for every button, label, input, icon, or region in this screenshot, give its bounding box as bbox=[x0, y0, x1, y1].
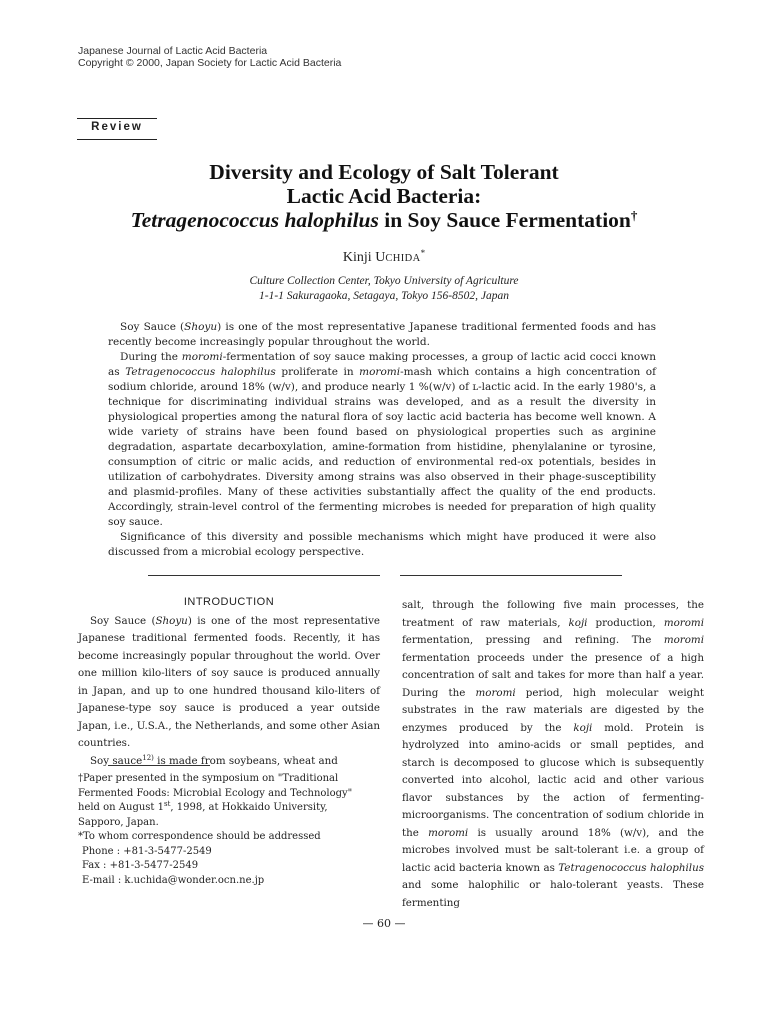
section-rule-bottom bbox=[77, 139, 157, 140]
text: Soy sauce bbox=[90, 754, 143, 767]
author bbox=[60, 250, 708, 266]
journal-copyright: Copyright © 2000, Japan Society for Lactic Acid Bacteria bbox=[78, 57, 342, 69]
journal-name: Japanese Journal of Lactic Acid Bacteria bbox=[78, 45, 268, 57]
affiliation-line-2: 1-1-1 Sakuragaoka, Setagaya, Tokyo 156-8502, Japan bbox=[259, 290, 509, 302]
author-mark: * bbox=[420, 248, 426, 258]
text: -mash which contains a high concentration of sodium chloride, around 18% (w/v), and produce nearly 1 %(w/v) of ʟ-lactic acid. In the early 1980's, a technique for discriminating individual strains was developed, and as a result the diversity in physiological properties among the natural flora of soy lactic acid bacteria has become well known. A wide variety of strains have been found based on physiological properties such as arginine degradation, aspartate decarboxylation, amine-formation from histidine, phenylalanine or tyrosine, consumption of citric or malic acids, and reduction of environmental red-ox potentials, besides in utilization of carbohydrates. Diversity among strains was also observed in their phage-susceptibility and plasmid-profiles. Many of these activities substantially affect the quality of the end products. Accordingly, strain-level control of the fermenting microbes is needed for preparation of high quality soy sauce. bbox=[108, 366, 656, 528]
italic-text: koji bbox=[568, 616, 588, 629]
intro-paragraph-2 bbox=[78, 753, 380, 771]
section-divider-left bbox=[148, 575, 380, 576]
title-line-2: Lactic Acid Bacteria: bbox=[286, 184, 482, 208]
italic-text: moromi bbox=[663, 634, 704, 646]
title-species: Tetragenococcus halophilus bbox=[130, 208, 379, 232]
text: fermentation, pressing and refining. The bbox=[402, 634, 664, 646]
affiliation bbox=[60, 274, 708, 304]
abstract bbox=[108, 320, 656, 560]
text: ) is one of the most representative Japanese traditional fermented foods. Recently, it has become increasingly popular throughout the world. Over one million kilo-liters of soy sauce is produced annually in Japan, and up to one hundred thousand kilo-liters of Japanese-type soy sauce is produced a year outside Japan, i.e., U.S.A., the Netherlands, and some other Asian countries. bbox=[78, 614, 380, 749]
abstract-paragraph-3: Significance of this diversity and possible mechanisms which might have produced it were also discussed from a microbial ecology perspective. bbox=[108, 531, 656, 558]
abstract-paragraph-1 bbox=[108, 320, 656, 350]
text: ) is one of the most representative Japanese traditional fermented foods and has recently become increasingly popular throughout the world. bbox=[108, 321, 656, 348]
text: -fermentation of soy sauce making processes, a group of lactic acid cocci known as bbox=[108, 351, 657, 378]
text: mold. Protein is hydrolyzed into amino-acids or small peptides, and starch is decomposed to glucose which is subsequently converted into alcohol, lactic acid and other various flavor substances by the action of fermenting-microorganisms. The concentration of sodium chloride in the bbox=[402, 721, 704, 839]
abstract-paragraph-2 bbox=[108, 350, 656, 530]
text: fermentation proceeds under the presence of a high concentration of salt and takes for more than half a year. During the bbox=[402, 651, 704, 699]
footnote-email: E-mail : k.uchida@wonder.ocn.ne.jp bbox=[82, 874, 265, 886]
author-given: Kinji bbox=[342, 250, 376, 265]
footnote-fax: Fax : +81-3-5477-2549 bbox=[82, 860, 199, 871]
italic-text: Shoyu bbox=[155, 614, 188, 627]
text: proliferate in bbox=[275, 366, 360, 378]
introduction-heading: INTRODUCTION bbox=[183, 596, 275, 608]
footnote-phone: Phone : +81-3-5477-2549 bbox=[82, 845, 212, 857]
italic-text: moromi bbox=[181, 351, 223, 363]
section-divider-right bbox=[400, 575, 622, 576]
text: †Paper presented in the symposium on "Traditional Fermented Foods: Microbial Ecology and Technology" held on August 1 bbox=[78, 773, 353, 813]
text: period, high molecular weight substrates in the raw materials are digested by the enzymes produced by the bbox=[402, 686, 704, 734]
right-column bbox=[402, 597, 704, 912]
title-dagger: † bbox=[630, 208, 638, 223]
italic-text: Tetragenococcus halophilus bbox=[558, 861, 704, 874]
left-column bbox=[78, 594, 380, 770]
author-family-rest: CHIDA bbox=[385, 253, 421, 264]
affiliation-line-1: Culture Collection Center, Tokyo University of Agriculture bbox=[249, 275, 519, 287]
italic-text: Tetragenococcus halophilus bbox=[125, 366, 276, 378]
italic-text: moromi bbox=[475, 686, 516, 699]
section-rule-top bbox=[77, 118, 157, 119]
footnote-correspondence: *To whom correspondence should be addressed bbox=[78, 831, 321, 842]
text: and some halophilic or halo-tolerant yeasts. These fermenting bbox=[402, 879, 704, 909]
italic-text: moromi bbox=[428, 826, 469, 839]
journal-header bbox=[78, 45, 341, 69]
page-number: — 60 — bbox=[362, 917, 406, 930]
superscript: st bbox=[163, 800, 171, 808]
reference-marker: 12) bbox=[142, 753, 154, 762]
author-family-initial: U bbox=[375, 250, 386, 265]
right-column-paragraph bbox=[402, 597, 704, 912]
footnote-symposium bbox=[78, 772, 368, 830]
text: Soy Sauce ( bbox=[90, 614, 156, 627]
text: , 1998, at Hokkaido University, Sapporo, Japan. bbox=[78, 802, 328, 828]
section-label: Review bbox=[91, 121, 143, 133]
text: is made from soybeans, wheat and bbox=[153, 754, 338, 767]
italic-text: moromi bbox=[359, 366, 401, 378]
italic-text: moromi bbox=[663, 616, 704, 629]
italic-text: koji bbox=[573, 721, 593, 734]
text: production, bbox=[587, 616, 664, 629]
text: During the bbox=[120, 351, 182, 363]
text: is usually around 18% (w/v), and the microbes involved must be salt-tolerant i.e. a group of lactic acid bacteria known as bbox=[402, 826, 704, 874]
title-line-3 bbox=[60, 208, 708, 232]
italic-text: Shoyu bbox=[184, 321, 218, 333]
text: Soy Sauce ( bbox=[120, 321, 185, 333]
title-line-3-rest: in Soy Sauce Fermentation bbox=[378, 208, 631, 232]
footnotes bbox=[78, 772, 368, 888]
footnote-rule bbox=[108, 765, 210, 766]
text: salt, through the following five main processes, the treatment of raw materials, bbox=[402, 599, 704, 629]
paper-title bbox=[60, 160, 708, 232]
intro-paragraph-1 bbox=[78, 613, 380, 753]
title-line-1: Diversity and Ecology of Salt Tolerant bbox=[209, 160, 559, 184]
